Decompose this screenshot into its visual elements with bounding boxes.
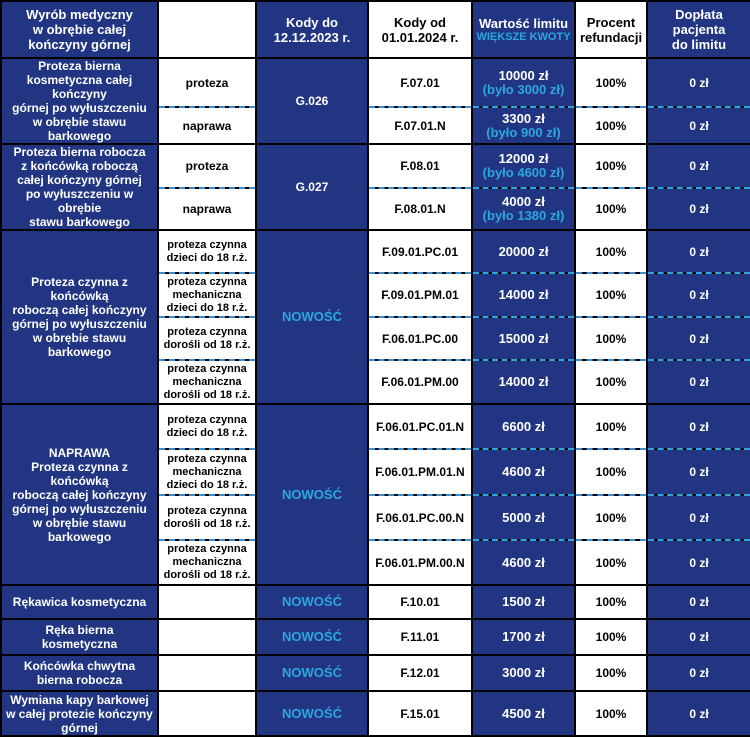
- header-codes-new: [368, 1, 472, 58]
- product-cell-text: NAPRAWA Proteza czynna z końcówką roboczą całej kończyny górnej po wyłuszczeniu w obrębie stawu barkowego: [12, 445, 147, 544]
- percent-cell-text: 100%: [595, 630, 627, 644]
- percent-cell-text: 100%: [595, 118, 627, 133]
- limit-cell: [472, 360, 575, 404]
- limit-cell-text: 12000 zł: [498, 151, 549, 167]
- variant-cell: [158, 691, 256, 736]
- percent-cell: [575, 691, 647, 736]
- new-code-cell-text: F.06.01.PM.00: [381, 375, 459, 389]
- limit-cell: [472, 619, 575, 655]
- new-code-cell: [368, 360, 472, 404]
- copay-cell-text: 0 zł: [689, 630, 709, 644]
- limit-cell: [472, 404, 575, 449]
- percent-cell-text: 100%: [595, 706, 627, 721]
- limit-cell: [472, 188, 575, 230]
- percent-cell: [575, 495, 647, 540]
- header-codes-old: [256, 1, 368, 58]
- copay-cell-text: 0 zł: [689, 510, 709, 525]
- variant-cell-text: proteza czynna mechaniczna dzieci do 18 r.ż.: [166, 275, 248, 314]
- header-limit-note: WIĘKSZE KWOTY: [476, 30, 571, 43]
- variant-cell-text: proteza: [185, 75, 229, 90]
- table-row: [1, 230, 750, 273]
- new-code-cell-text: F.06.01.PC.01.N: [375, 419, 465, 434]
- old-code-cell: [256, 230, 368, 404]
- old-code-cell: [256, 144, 368, 230]
- limit-cell-text: 1700 zł: [502, 629, 545, 644]
- percent-cell: [575, 449, 647, 495]
- new-code-cell-text: F.10.01: [400, 595, 440, 609]
- copay-cell: [647, 495, 750, 540]
- product-cell-text: Proteza bierna kosmetyczna całej kończyny górnej po wyłuszczeniu w obrębie stawu barkowego: [12, 59, 147, 143]
- product-cell: [1, 585, 158, 619]
- new-code-cell-text: F.15.01: [400, 706, 440, 721]
- new-code-cell: [368, 273, 472, 317]
- new-code-cell-text: F.12.01: [400, 666, 440, 680]
- limit-cell: [472, 317, 575, 360]
- old-limit-note: (było 4600 zł): [482, 165, 565, 181]
- new-code-cell: [368, 449, 472, 495]
- percent-cell: [575, 360, 647, 404]
- copay-cell-text: 0 zł: [689, 159, 709, 174]
- old-code-cell: [256, 619, 368, 655]
- copay-cell: [647, 691, 750, 736]
- new-code-cell: [368, 404, 472, 449]
- limit-cell-text: 3000 zł: [502, 665, 545, 680]
- product-cell: [1, 404, 158, 585]
- percent-cell-text: 100%: [595, 244, 627, 259]
- percent-cell-text: 100%: [595, 288, 627, 302]
- copay-cell-text: 0 zł: [689, 595, 709, 609]
- old-limit-note: (było 900 zł): [486, 124, 561, 140]
- old-code-cell-text: NOWOŚĆ: [282, 665, 342, 680]
- percent-cell-text: 100%: [595, 159, 627, 174]
- percent-cell-text: 100%: [595, 375, 627, 389]
- copay-cell: [647, 655, 750, 691]
- limit-cell: [472, 144, 575, 188]
- table-row: [1, 619, 750, 655]
- old-code-cell: [256, 655, 368, 691]
- new-code-cell-text: F.06.01.PC.00: [381, 331, 459, 346]
- limit-cell-text: 14000 zł: [498, 374, 549, 389]
- copay-cell-text: 0 zł: [689, 288, 709, 302]
- percent-cell: [575, 230, 647, 273]
- copay-cell: [647, 58, 750, 107]
- product-cell: [1, 144, 158, 230]
- limit-cell: [472, 449, 575, 495]
- new-code-cell: [368, 107, 472, 144]
- variant-cell: [158, 188, 256, 230]
- percent-cell: [575, 188, 647, 230]
- copay-cell-text: 0 zł: [689, 331, 709, 346]
- new-code-cell-text: F.09.01.PC.01: [381, 244, 459, 259]
- old-limit-note: (było 3000 zł): [482, 81, 565, 97]
- header-percent: [575, 1, 647, 58]
- limit-cell: [472, 655, 575, 691]
- new-code-cell: [368, 188, 472, 230]
- variant-cell: [158, 144, 256, 188]
- copay-cell: [647, 107, 750, 144]
- copay-cell: [647, 619, 750, 655]
- header-limit-label: Wartość limitu: [478, 15, 569, 31]
- copay-cell: [647, 404, 750, 449]
- header-percent-label: Procent refundacji: [579, 14, 643, 45]
- product-cell-text: Ręka bierna kosmetyczna: [41, 623, 118, 651]
- limit-cell-text: 10000 zł: [498, 67, 549, 83]
- old-code-cell-text: G.027: [295, 180, 329, 194]
- copay-cell: [647, 317, 750, 360]
- old-code-cell: [256, 691, 368, 736]
- limit-cell-text: 1500 zł: [502, 594, 545, 609]
- table-row: [1, 585, 750, 619]
- header-copay: [647, 1, 750, 58]
- limit-cell: [472, 585, 575, 619]
- variant-cell-text: proteza czynna dzieci do 18 r.ż.: [166, 413, 248, 439]
- variant-cell-text: proteza czynna dzieci do 18 r.ż.: [166, 238, 248, 264]
- new-code-cell: [368, 230, 472, 273]
- copay-cell-text: 0 zł: [689, 202, 709, 217]
- limit-cell-text: 4600 zł: [502, 464, 545, 479]
- variant-cell: [158, 317, 256, 360]
- product-cell-text: Rękawica kosmetyczna: [12, 595, 147, 609]
- product-cell: [1, 58, 158, 144]
- old-code-cell-text: NOWOŚĆ: [282, 594, 342, 609]
- percent-cell: [575, 107, 647, 144]
- new-code-cell-text: F.08.01: [400, 159, 440, 174]
- copay-cell-text: 0 zł: [689, 419, 709, 434]
- product-cell: [1, 230, 158, 404]
- copay-cell: [647, 449, 750, 495]
- limit-cell: [472, 495, 575, 540]
- limit-cell: [472, 58, 575, 107]
- variant-cell-text: proteza: [185, 159, 229, 174]
- new-code-cell: [368, 495, 472, 540]
- copay-cell-text: 0 zł: [689, 244, 709, 259]
- limit-cell: [472, 273, 575, 317]
- percent-cell: [575, 619, 647, 655]
- variant-cell: [158, 273, 256, 317]
- copay-cell: [647, 540, 750, 585]
- new-code-cell-text: F.07.01: [400, 75, 440, 90]
- limit-cell-text: 20000 zł: [498, 243, 549, 259]
- variant-cell: [158, 619, 256, 655]
- limit-cell: [472, 107, 575, 144]
- copay-cell-text: 0 zł: [689, 555, 709, 570]
- table-row: [1, 144, 750, 188]
- copay-cell: [647, 230, 750, 273]
- limit-cell-text: 4500 zł: [502, 705, 545, 721]
- variant-cell-text: proteza czynna mechaniczna dorośli od 18 r.ż.: [163, 362, 251, 401]
- old-code-cell-text: NOWOŚĆ: [282, 486, 342, 502]
- copay-cell: [647, 585, 750, 619]
- old-limit-note: (było 1380 zł): [482, 208, 565, 224]
- old-code-cell: [256, 404, 368, 585]
- percent-cell-text: 100%: [595, 666, 627, 680]
- table-row: [1, 404, 750, 449]
- variant-cell-text: proteza czynna mechaniczna dzieci do 18 r.ż.: [166, 452, 248, 491]
- copay-cell: [647, 273, 750, 317]
- percent-cell-text: 100%: [595, 331, 627, 346]
- variant-cell: [158, 360, 256, 404]
- percent-cell-text: 100%: [595, 465, 627, 479]
- limit-cell-text: 4000 zł: [502, 194, 545, 210]
- old-code-cell-text: NOWOŚĆ: [282, 629, 342, 644]
- new-code-cell-text: F.07.01.N: [394, 118, 446, 133]
- percent-cell-text: 100%: [595, 595, 627, 609]
- old-code-cell-text: G.026: [295, 94, 329, 108]
- copay-cell-text: 0 zł: [689, 706, 709, 721]
- variant-cell: [158, 540, 256, 585]
- percent-cell: [575, 273, 647, 317]
- header-codes-old-label: Kody do 12.12.2023 r.: [273, 14, 351, 45]
- copay-cell-text: 0 zł: [689, 666, 709, 680]
- variant-cell: [158, 449, 256, 495]
- variant-cell-text: naprawa: [182, 202, 232, 217]
- limit-cell-text: 14000 zł: [498, 287, 549, 302]
- new-code-cell: [368, 585, 472, 619]
- table-row: [1, 58, 750, 107]
- header-product-label: Wyrób medyczny w obrębie całej kończyny górnej: [26, 7, 133, 52]
- header-product: [1, 1, 158, 58]
- old-code-cell: [256, 585, 368, 619]
- new-code-cell-text: F.11.01: [400, 630, 440, 644]
- variant-cell-text: proteza czynna dorośli od 18 r.ż.: [163, 504, 251, 530]
- header-codes-new-label: Kody od 01.01.2024 r.: [381, 14, 459, 45]
- variant-cell: [158, 107, 256, 144]
- limit-cell: [472, 691, 575, 736]
- new-code-cell-text: F.09.01.PM.01: [381, 288, 459, 302]
- product-cell: [1, 655, 158, 691]
- old-code-cell: [256, 58, 368, 144]
- table-body: [1, 1, 750, 736]
- header-row: [1, 1, 750, 58]
- percent-cell: [575, 58, 647, 107]
- new-code-cell: [368, 655, 472, 691]
- limit-cell-text: 15000 zł: [498, 330, 549, 346]
- limit-cell: [472, 230, 575, 273]
- variant-cell-text: proteza czynna dorośli od 18 r.ż.: [163, 325, 251, 351]
- header-limit: [472, 1, 575, 58]
- percent-cell-text: 100%: [595, 75, 627, 90]
- variant-cell: [158, 230, 256, 273]
- new-code-cell: [368, 58, 472, 107]
- variant-cell-text: proteza czynna mechaniczna dorośli od 18 r.ż.: [163, 543, 251, 581]
- limit-cell-text: 6600 zł: [502, 418, 545, 434]
- percent-cell: [575, 404, 647, 449]
- percent-cell: [575, 317, 647, 360]
- copay-cell: [647, 360, 750, 404]
- limit-cell-text: 4600 zł: [502, 554, 545, 570]
- copay-cell-text: 0 zł: [689, 75, 709, 90]
- product-cell: [1, 691, 158, 736]
- variant-cell: [158, 404, 256, 449]
- new-code-cell-text: F.06.01.PM.00.N: [375, 555, 465, 570]
- old-code-cell-text: NOWOŚĆ: [282, 309, 342, 324]
- product-cell-text: Proteza bierna robocza z końcówką roboczą całej kończyny górnej po wyłuszczeniu w obrębie stawu barkowego: [13, 145, 146, 229]
- percent-cell: [575, 655, 647, 691]
- limit-cell: [472, 540, 575, 585]
- new-code-cell: [368, 540, 472, 585]
- new-code-cell-text: F.06.01.PC.00.N: [375, 510, 465, 525]
- percent-cell-text: 100%: [595, 202, 627, 217]
- product-cell-text: Wymiana kapy barkowej w całej protezie kończyny górnej: [6, 692, 153, 735]
- percent-cell-text: 100%: [595, 510, 627, 525]
- variant-cell-text: naprawa: [182, 118, 232, 133]
- percent-cell: [575, 144, 647, 188]
- new-code-cell-text: F.08.01.N: [394, 202, 446, 217]
- percent-cell-text: 100%: [595, 419, 627, 434]
- limit-cell-text: 3300 zł: [502, 110, 545, 126]
- copay-cell: [647, 188, 750, 230]
- new-code-cell: [368, 691, 472, 736]
- copay-cell: [647, 144, 750, 188]
- product-cell-text: Proteza czynna z końcówką roboczą całej kończyny górnej po wyłuszczeniu w obrębie stawu barkowego: [12, 275, 147, 359]
- copay-cell-text: 0 zł: [689, 465, 709, 479]
- header-variant: [158, 1, 256, 58]
- product-cell: [1, 619, 158, 655]
- copay-cell-text: 0 zł: [689, 375, 709, 389]
- percent-cell: [575, 540, 647, 585]
- new-code-cell: [368, 317, 472, 360]
- copay-cell-text: 0 zł: [689, 118, 709, 133]
- new-code-cell-text: F.06.01.PM.01.N: [375, 465, 465, 479]
- header-copay-label: Dopłata pacjenta do limitu: [671, 7, 727, 52]
- variant-cell: [158, 655, 256, 691]
- variant-cell: [158, 585, 256, 619]
- new-code-cell: [368, 619, 472, 655]
- table-row: [1, 691, 750, 736]
- percent-cell-text: 100%: [595, 555, 627, 570]
- new-code-cell: [368, 144, 472, 188]
- old-code-cell-text: NOWOŚĆ: [282, 705, 342, 721]
- table-row: [1, 655, 750, 691]
- percent-cell: [575, 585, 647, 619]
- product-cell-text: Końcówka chwytna bierna robocza: [23, 659, 136, 687]
- variant-cell: [158, 495, 256, 540]
- limit-cell-text: 5000 zł: [502, 509, 545, 525]
- variant-cell: [158, 58, 256, 107]
